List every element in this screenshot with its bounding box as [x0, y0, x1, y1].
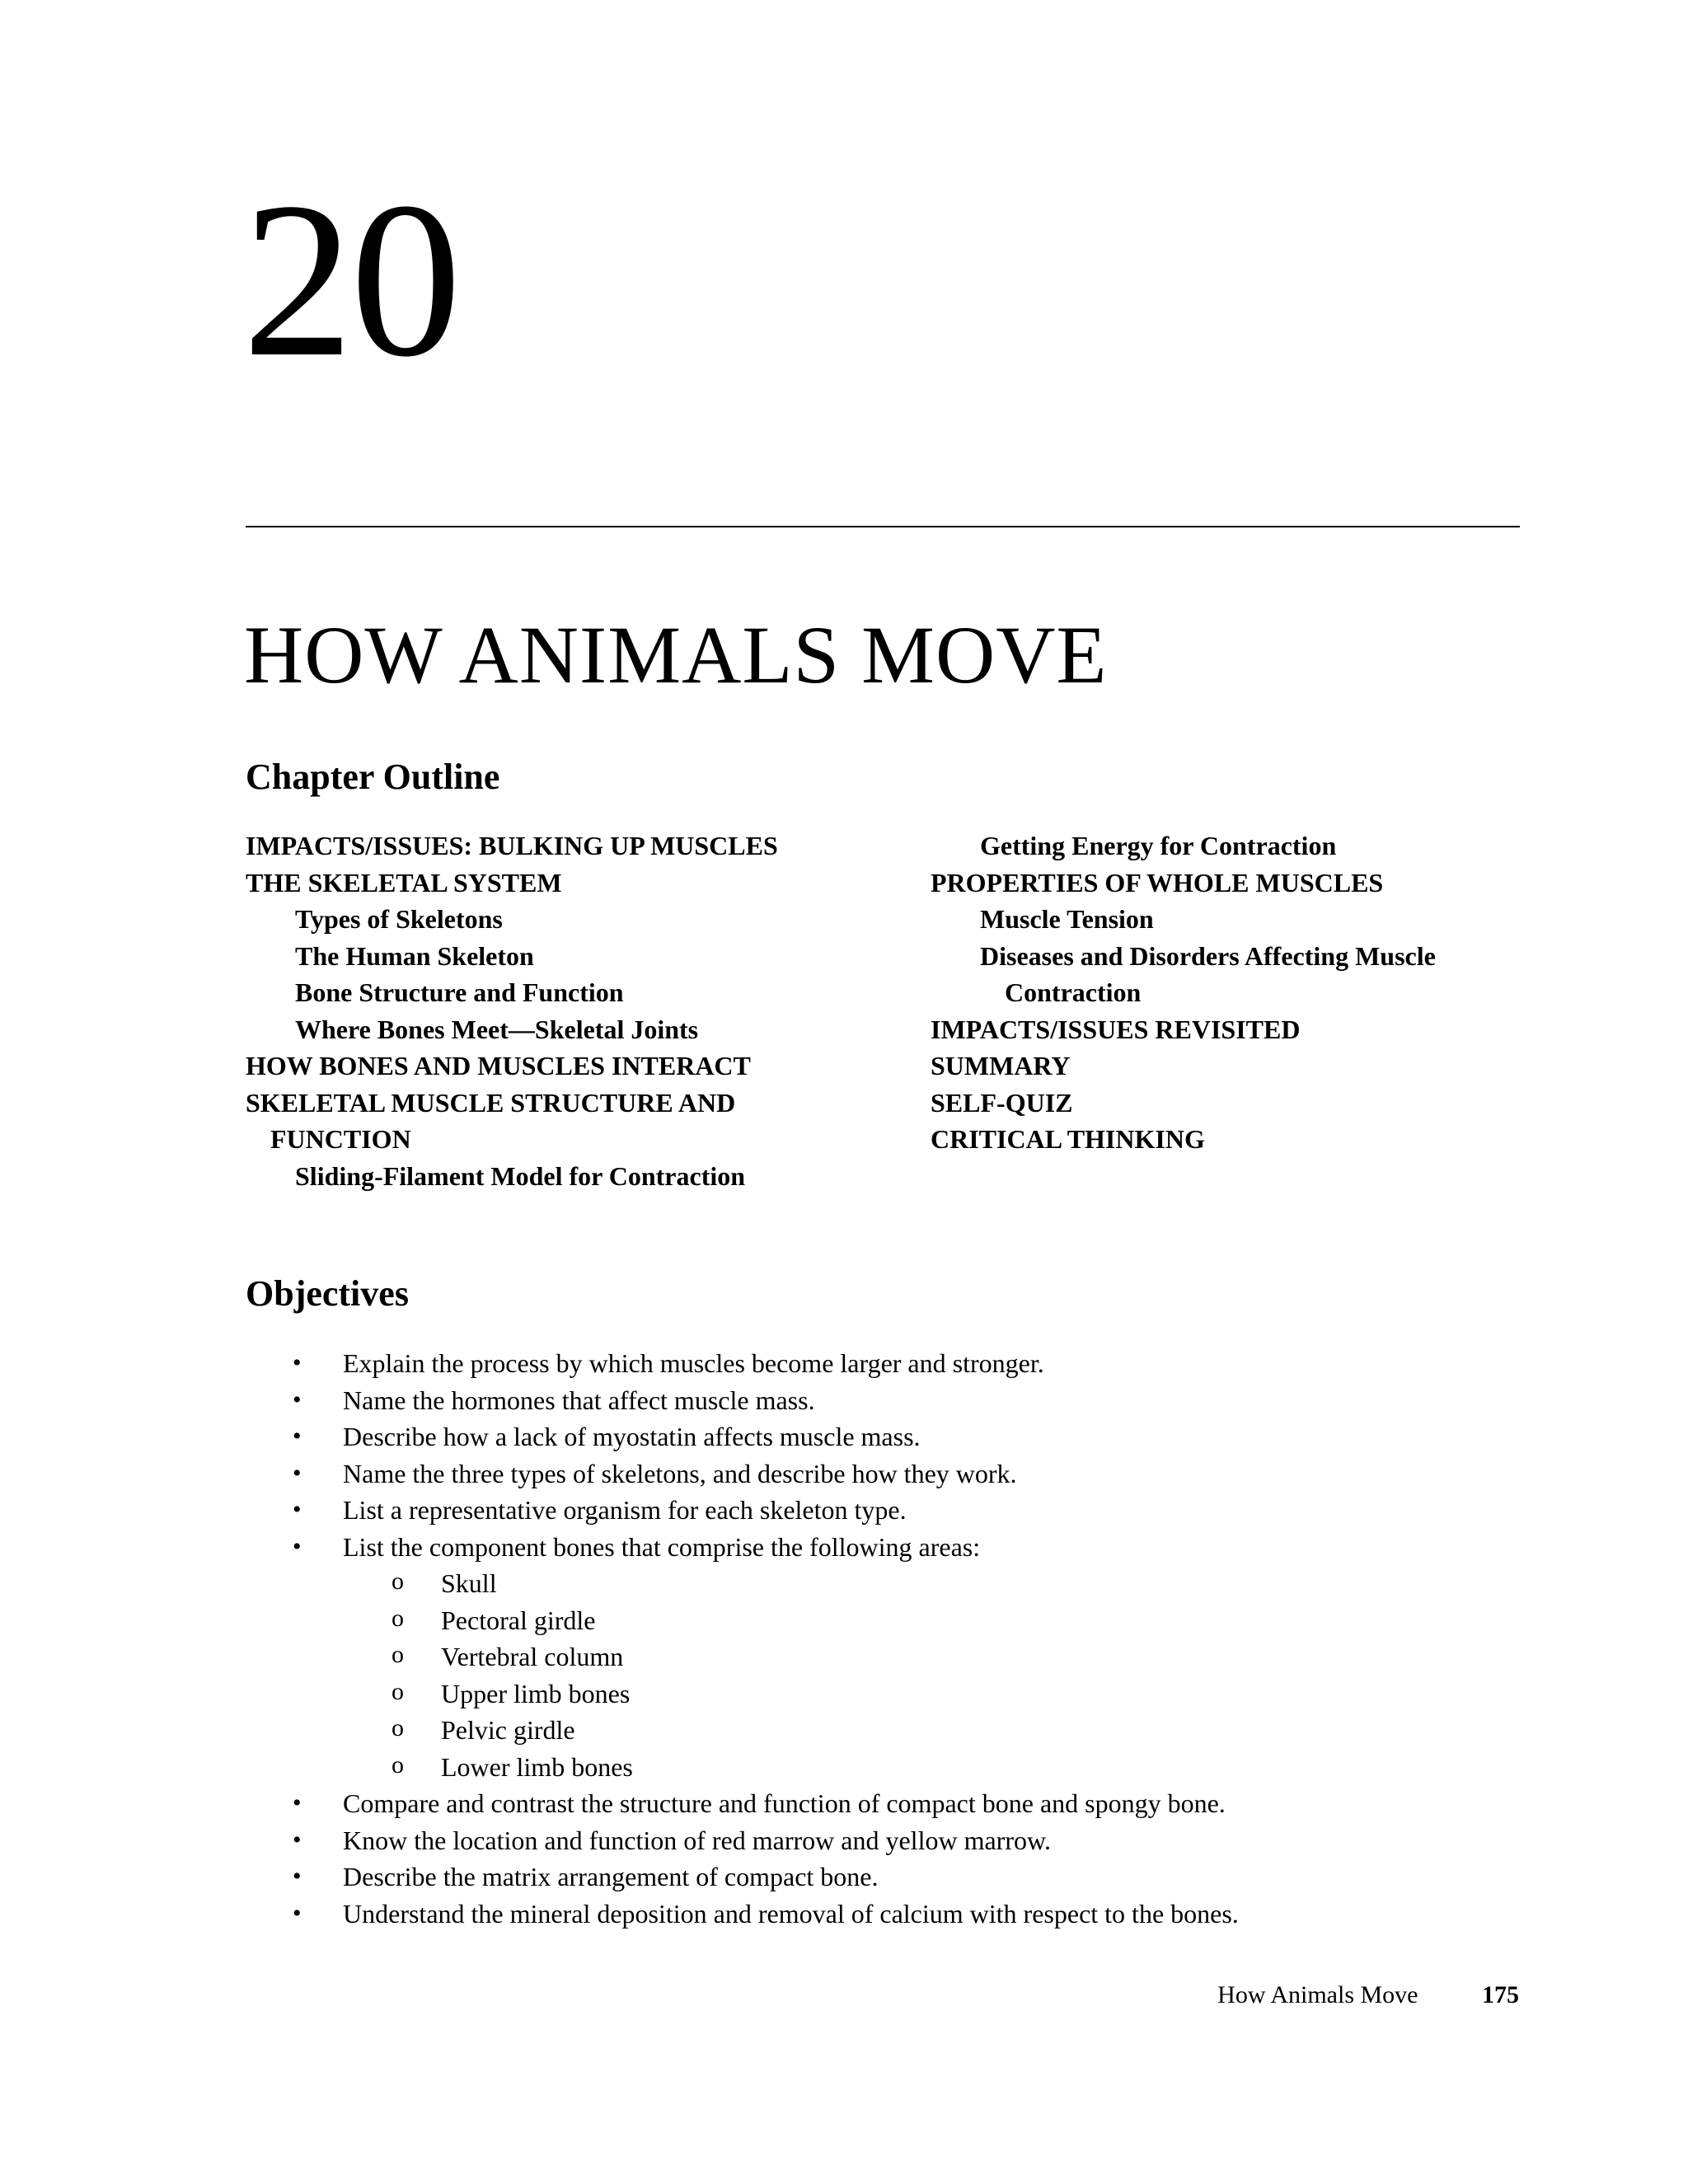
objective-item [246, 1858, 1531, 1896]
objective-subitem [246, 1749, 1531, 1786]
objective-item [246, 1785, 1531, 1822]
objective-subitem [246, 1675, 1531, 1713]
circle-bullet-icon: o [392, 1714, 404, 1741]
outline-item: Sliding-Filament Model for Contraction [295, 1160, 746, 1191]
circle-bullet-icon: o [392, 1750, 404, 1779]
objective-subitem-text: Pelvic girdle [441, 1715, 575, 1745]
objective-item [246, 1455, 1531, 1493]
objective-subitem-text: Skull [441, 1568, 497, 1598]
circle-bullet-icon: o [392, 1604, 404, 1632]
bullet-icon: • [293, 1532, 302, 1560]
objective-subitem-text: Lower limb bones [441, 1751, 633, 1782]
chapter-outline-heading: Chapter Outline [246, 757, 500, 797]
outline-item: SELF-QUIZ [931, 1087, 1073, 1118]
outline-item: HOW BONES AND MUSCLES INTERACT [246, 1051, 751, 1080]
objective-item [246, 1492, 1531, 1529]
objective-subitem-text: Vertebral column [441, 1642, 624, 1671]
running-title: How Animals Move [1217, 1981, 1418, 2008]
objective-text: Explain the process by which muscles become larger and stronger. [343, 1348, 1044, 1378]
objective-text: Know the location and function of red marrow and yellow marrow. [343, 1825, 1051, 1855]
outline-item: Diseases and Disorders Affecting Muscle [980, 940, 1436, 971]
outline-item: Bone Structure and Function [295, 977, 624, 1007]
objective-text: Describe the matrix arrangement of compact bone. [343, 1862, 879, 1891]
bullet-icon: • [293, 1789, 302, 1816]
objective-item [246, 1418, 1531, 1455]
bullet-icon: • [293, 1422, 302, 1450]
horizontal-rule [246, 526, 1520, 527]
bullet-icon: • [293, 1349, 302, 1376]
objective-item [246, 1896, 1531, 1933]
objective-subitem-text: Upper limb bones [441, 1678, 631, 1708]
objective-subitem [246, 1712, 1531, 1749]
outline-item: Getting Energy for Contraction [980, 831, 1337, 860]
outline-item: SUMMARY [931, 1051, 1071, 1080]
objective-text: Compare and contrast the structure and function of compact bone and spongy bone. [343, 1788, 1226, 1818]
objective-text: Understand the mineral deposition and removal of calcium with respect to the bones. [343, 1898, 1239, 1929]
outline-item: THE SKELETAL SYSTEM [246, 867, 562, 898]
outline-item: Muscle Tension [980, 904, 1154, 934]
outline-left-column [246, 827, 954, 1194]
circle-bullet-icon: o [392, 1641, 404, 1668]
outline-right-column [931, 827, 1639, 1158]
outline-item: Where Bones Meet—Skeletal Joints [295, 1014, 699, 1044]
bullet-icon: • [293, 1825, 302, 1854]
bullet-icon: • [293, 1496, 302, 1523]
objective-text: List a representative organism for each skeleton type. [343, 1495, 907, 1525]
outline-item: FUNCTION [270, 1124, 411, 1154]
objective-subitem [246, 1638, 1531, 1675]
objectives-list [246, 1345, 1531, 1932]
outline-item: SKELETAL MUSCLE STRUCTURE AND [246, 1087, 736, 1118]
outline-item: Contraction [1005, 977, 1142, 1007]
outline-item: PROPERTIES OF WHOLE MUSCLES [931, 867, 1384, 898]
objective-text: Name the three types of skeletons, and describe how they work. [343, 1458, 1017, 1488]
objective-item [246, 1345, 1531, 1382]
objective-item [246, 1529, 1531, 1566]
objective-subitem [246, 1602, 1531, 1639]
outline-item: CRITICAL THINKING [931, 1124, 1205, 1154]
objective-item [246, 1822, 1531, 1859]
objective-text: Name the hormones that affect muscle mass. [343, 1385, 815, 1415]
objective-item [246, 1382, 1531, 1419]
objective-subitem-text: Pectoral girdle [441, 1605, 596, 1635]
outline-item: IMPACTS/ISSUES REVISITED [931, 1014, 1301, 1044]
bullet-icon: • [293, 1385, 302, 1413]
bullet-icon: • [293, 1863, 302, 1890]
outline-item: Types of Skeletons [295, 904, 503, 934]
circle-bullet-icon: o [392, 1568, 404, 1595]
page-footer [1217, 1983, 1519, 2008]
chapter-number: 20 [242, 157, 458, 403]
objective-text: List the component bones that comprise the following areas: [343, 1531, 981, 1562]
outline-item: The Human Skeleton [295, 940, 534, 971]
page-number: 175 [1482, 1981, 1519, 2008]
bullet-icon: • [293, 1459, 302, 1487]
circle-bullet-icon: o [392, 1677, 404, 1705]
objective-text: Describe how a lack of myostatin affects muscle mass. [343, 1422, 921, 1451]
outline-item: IMPACTS/ISSUES: BULKING UP MUSCLES [246, 831, 778, 860]
chapter-title: HOW ANIMALS MOVE [244, 609, 1108, 701]
objectives-heading: Objectives [246, 1273, 409, 1314]
objective-subitem [246, 1565, 1531, 1602]
bullet-icon: • [293, 1899, 302, 1927]
